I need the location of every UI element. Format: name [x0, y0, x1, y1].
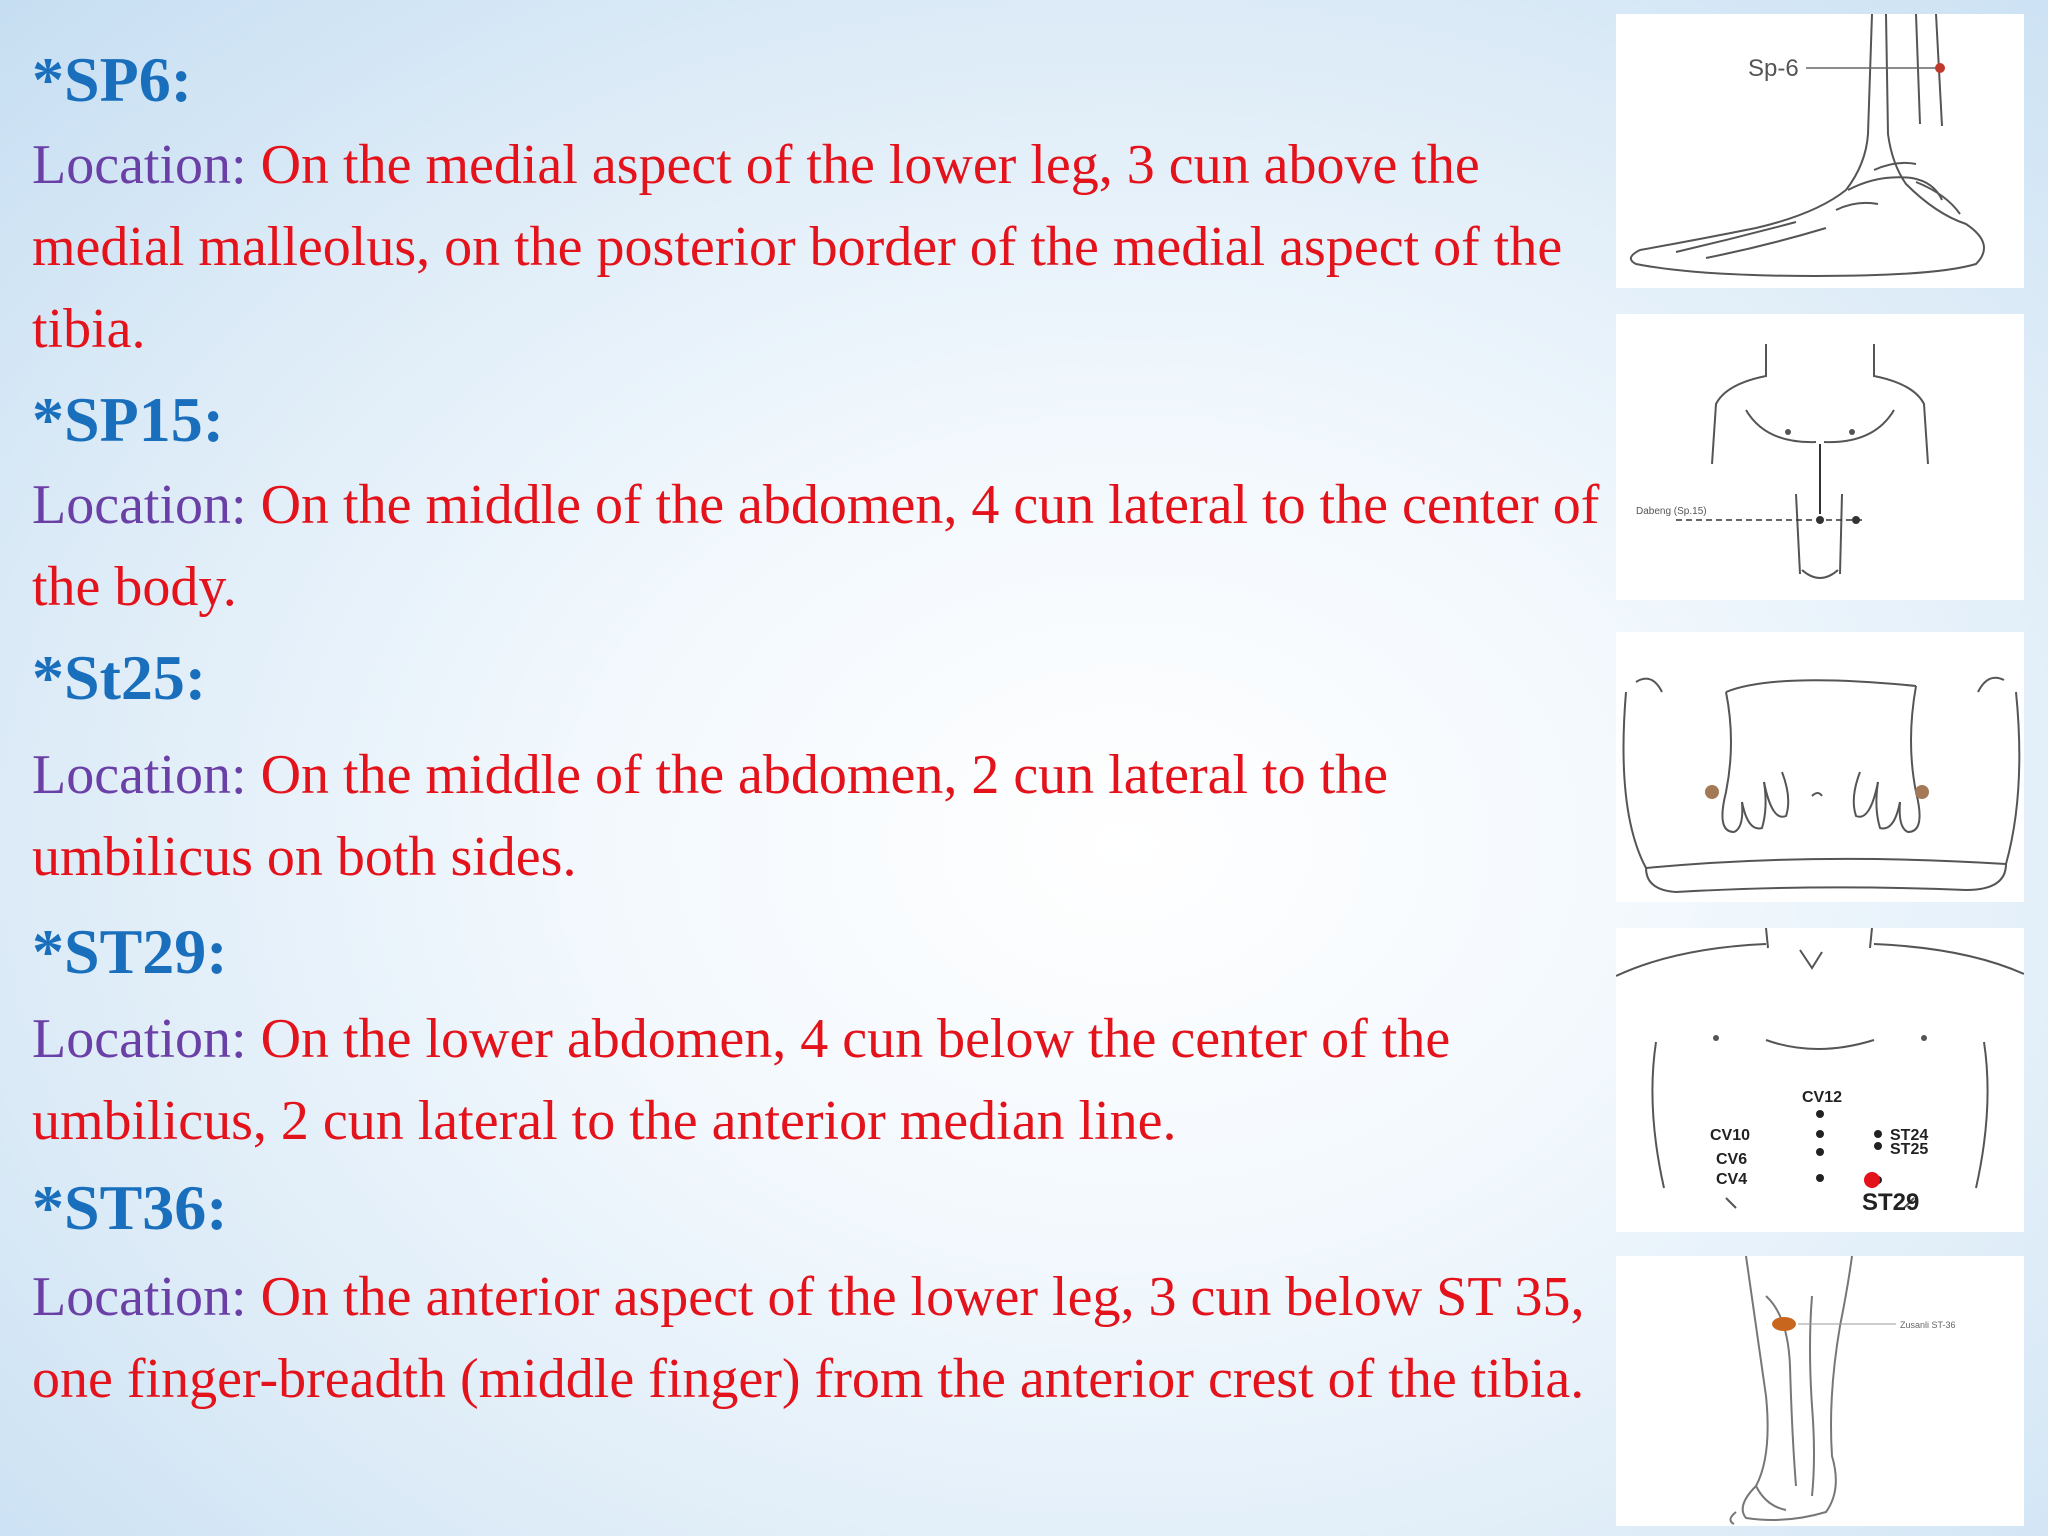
location-text: On the lower abdomen, 4 cun below the center of the umbilicus, 2 cun lateral to the anterior median line.	[32, 1008, 1451, 1152]
abdomen-points-illustration	[1616, 928, 2024, 1232]
heading-st29: *ST29:	[32, 916, 228, 987]
location-label: Location:	[32, 1008, 247, 1070]
torso-illustration	[1616, 314, 2024, 600]
st25-right-marker	[1915, 785, 1929, 799]
figure-sp6-foot	[1616, 14, 2024, 288]
heading-sp6: *SP6:	[32, 44, 192, 115]
point-label-st29: ST29	[1862, 1189, 1920, 1216]
location-st25	[32, 734, 1612, 898]
st36-label: Zusanli ST-36	[1900, 1320, 1956, 1330]
point-label-st25: ST25	[1890, 1141, 1929, 1158]
st25-left-marker	[1705, 785, 1719, 799]
location-text: On the middle of the abdomen, 4 cun lateral to the center of the body.	[32, 474, 1600, 618]
heading-st36: *ST36:	[32, 1172, 228, 1243]
location-text: On the medial aspect of the lower leg, 3 cun above the medial malleolus, on the posterior border of the medial aspect of the tibia.	[32, 134, 1563, 360]
st36-marker	[1772, 1317, 1796, 1331]
location-sp15	[32, 464, 1612, 628]
st29-marker	[1864, 1172, 1880, 1188]
location-sp6	[32, 124, 1612, 370]
figure-st29-abdomen	[1616, 928, 2024, 1232]
location-text: On the anterior aspect of the lower leg, 3 cun below ST 35, one finger-breadth (middle finger) from the anterior crest of the tibia.	[32, 1266, 1585, 1410]
point-label-cv6: CV6	[1716, 1151, 1748, 1168]
point-label-st24: ST24	[1890, 1127, 1929, 1144]
figure-st25-abdomen	[1616, 632, 2024, 902]
heading-st25: *St25:	[32, 642, 207, 713]
point-label-cv4: CV4	[1716, 1171, 1748, 1188]
location-label: Location:	[32, 134, 247, 196]
point-label-cv10: CV10	[1710, 1127, 1751, 1144]
foot-illustration	[1616, 14, 2024, 288]
point-label-cv12: CV12	[1802, 1089, 1843, 1106]
location-label: Location:	[32, 1266, 247, 1328]
sp6-marker	[1935, 63, 1945, 73]
heading-sp15: *SP15:	[32, 384, 224, 455]
sp15-label: Dabeng (Sp.15)	[1636, 506, 1707, 517]
sp15-marker	[1852, 516, 1860, 524]
sp6-label: Sp-6	[1748, 55, 1799, 82]
location-st29	[32, 998, 1612, 1162]
figure-st36-leg	[1616, 1256, 2024, 1526]
location-text: On the middle of the abdomen, 2 cun lateral to the umbilicus on both sides.	[32, 744, 1389, 888]
location-label: Location:	[32, 744, 247, 806]
abdomen-hands-illustration	[1616, 632, 2024, 902]
figure-sp15-torso	[1616, 314, 2024, 600]
location-st36	[32, 1256, 1612, 1420]
leg-illustration	[1616, 1256, 2024, 1526]
location-label: Location:	[32, 474, 247, 536]
